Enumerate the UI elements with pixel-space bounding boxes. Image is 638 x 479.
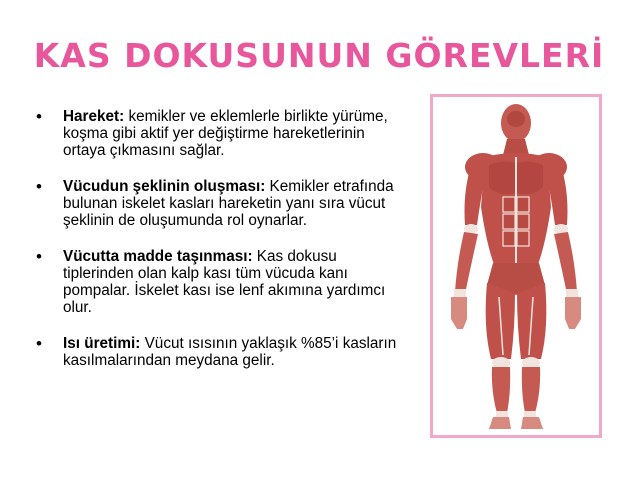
bullet-dot: • (36, 107, 42, 126)
bullet-text: Kemikler etrafında bulunan iskelet kasları hareketin yanı sıra vücut şeklinin de oluşumunda rol oynarlar. (63, 178, 394, 229)
slide-title: KAS DOKUSUNUN GÖREVLERİ (33, 36, 605, 75)
bullet-term: Vücudun şeklinin oluşması: (63, 178, 266, 195)
bullet-text: Kas dokusu tiplerinden olan kalp kası tüm vücuda kanı pompalar. İskelet kası ise lenf akımına yardımcı olur. (63, 248, 386, 316)
bullet-dot: • (36, 247, 42, 266)
bullet-item-madde-tasinmasi (36, 248, 406, 316)
bullet-text: Vücut ısısının yaklaşık %85’i kasların kasılmalarından meydana gelir. (63, 335, 397, 369)
muscular-system-image-frame (430, 94, 602, 438)
bullet-item-vucut-sekli (36, 178, 406, 229)
bullet-item-isi-uretimi (36, 335, 406, 369)
human-muscular-system-illustration (433, 97, 599, 435)
bullet-item-hareket (36, 108, 406, 159)
bullet-text: kemikler ve eklemlerle birlikte yürüme, koşma gibi aktif yer değiştirme hareketlerinin ortaya çıkmasını sağlar. (63, 108, 388, 159)
bullet-term: Isı üretimi: (63, 335, 141, 352)
bullet-dot: • (36, 334, 42, 353)
bullet-term: Vücutta madde taşınması: (63, 248, 253, 265)
bullet-term: Hareket: (63, 108, 125, 125)
bullet-dot: • (36, 177, 42, 196)
bullet-list (36, 108, 406, 388)
